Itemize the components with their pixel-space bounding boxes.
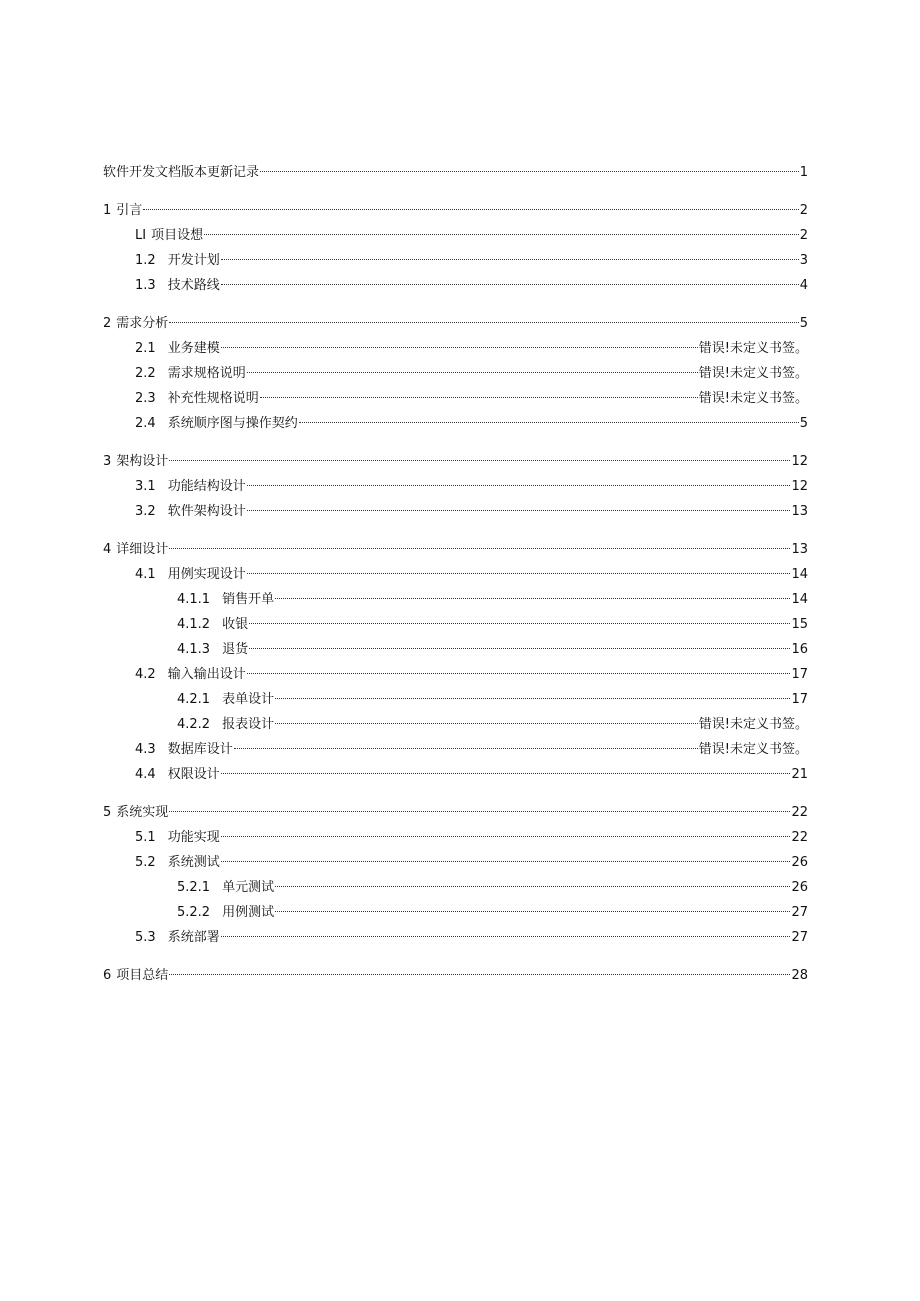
toc-entry-title: 系统部署 xyxy=(167,930,220,945)
toc-entry-number: 4.1.1 xyxy=(177,592,211,607)
dot-leader xyxy=(299,421,799,423)
toc-entry-page: 27 xyxy=(791,905,808,920)
dot-leader xyxy=(247,371,698,373)
toc-entry-title: 架构设计 xyxy=(116,454,169,469)
toc-entry-number: 1 xyxy=(103,203,112,218)
dot-leader xyxy=(275,885,790,887)
toc-entry-title: 功能实现 xyxy=(167,830,220,845)
toc-entry-title: 输入输出设计 xyxy=(167,667,246,682)
toc-entry-title: 系统顺序图与操作契约 xyxy=(167,416,298,431)
toc-entry-title: 表单设计 xyxy=(222,692,275,707)
toc-entry-title: 开发计划 xyxy=(167,253,220,268)
toc-entry-title: 系统实现 xyxy=(116,805,169,820)
toc-entry-number: 4.2.2 xyxy=(177,717,211,732)
toc-entry-1[interactable] xyxy=(103,198,808,223)
toc-entry-title: 项目总结 xyxy=(116,968,169,983)
toc-entry-page: 28 xyxy=(791,968,808,983)
toc-entry-page: 错误!未定义书签。 xyxy=(698,742,808,757)
toc-entry-4-1[interactable] xyxy=(103,562,808,587)
dot-leader xyxy=(143,208,798,210)
toc-entry-number: 4 xyxy=(103,542,112,557)
dot-leader xyxy=(249,622,790,624)
toc-entry-page: 12 xyxy=(791,454,808,469)
dot-leader xyxy=(169,459,790,461)
toc-entry-page: 22 xyxy=(791,830,808,845)
toc-entry-4-1-2[interactable] xyxy=(103,612,808,637)
toc-entry-title: 用例测试 xyxy=(222,905,275,920)
toc-entry-page: 17 xyxy=(791,667,808,682)
toc-entry-5-3[interactable] xyxy=(103,925,808,950)
toc-entry-page: 4 xyxy=(799,278,808,293)
dot-leader xyxy=(221,835,791,837)
toc-entry-page: 12 xyxy=(791,479,808,494)
toc-entry-number: 2.1 xyxy=(135,341,156,356)
dot-leader xyxy=(260,170,799,172)
dot-leader xyxy=(249,647,790,649)
toc-entry-number: 2.4 xyxy=(135,416,156,431)
toc-entry-number: 2 xyxy=(103,316,112,331)
toc-entry-page: 5 xyxy=(799,416,808,431)
toc-entry-4-2-2[interactable] xyxy=(103,712,808,737)
toc-entry-page: 错误!未定义书签。 xyxy=(698,717,808,732)
toc-entry-number: 2.3 xyxy=(135,391,156,406)
dot-leader xyxy=(260,396,698,398)
dot-leader xyxy=(247,484,791,486)
toc-entry-title: 系统测试 xyxy=(167,855,220,870)
toc-entry-title: 销售开单 xyxy=(222,592,275,607)
toc-entry-4[interactable] xyxy=(103,537,808,562)
toc-entry-1-3[interactable] xyxy=(103,273,808,298)
toc-entry-page: 16 xyxy=(791,642,808,657)
dot-leader xyxy=(169,973,790,975)
toc-entry-page: 2 xyxy=(799,203,808,218)
dot-leader xyxy=(204,233,799,235)
toc-entry-title: 权限设计 xyxy=(167,767,220,782)
toc-entry-title: 用例实现设计 xyxy=(167,567,246,582)
toc-entry-page: 14 xyxy=(791,567,808,582)
toc-entry-number: 5 xyxy=(103,805,112,820)
toc-entry-page: 13 xyxy=(791,504,808,519)
dot-leader xyxy=(275,597,790,599)
toc-entry-5-1[interactable] xyxy=(103,825,808,850)
toc-entry-title: 收银 xyxy=(222,617,249,632)
toc-entry-title: 报表设计 xyxy=(222,717,275,732)
toc-entry-revision-history[interactable] xyxy=(103,160,808,185)
toc-entry-3-2[interactable] xyxy=(103,499,808,524)
toc-entry-number: 1.3 xyxy=(135,278,156,293)
dot-leader xyxy=(275,910,790,912)
toc-entry-number: 6 xyxy=(103,968,112,983)
toc-entry-number: 5.2 xyxy=(135,855,156,870)
toc-entry-number: 1.2 xyxy=(135,253,156,268)
toc-entry-page: 26 xyxy=(791,880,808,895)
toc-entry-3[interactable] xyxy=(103,449,808,474)
toc-entry-number: 5.3 xyxy=(135,930,156,945)
toc-entry-page: 15 xyxy=(791,617,808,632)
toc-entry-page: 14 xyxy=(791,592,808,607)
dot-leader xyxy=(221,283,799,285)
toc-entry-2-1[interactable] xyxy=(103,336,808,361)
toc-entry-page: 17 xyxy=(791,692,808,707)
toc-entry-5-2-1[interactable] xyxy=(103,875,808,900)
toc-entry-4-1-1[interactable] xyxy=(103,587,808,612)
toc-entry-title: 补充性规格说明 xyxy=(167,391,259,406)
toc-entry-title: 退货 xyxy=(222,642,249,657)
toc-entry-2-4[interactable] xyxy=(103,411,808,436)
toc-entry-title: 需求分析 xyxy=(116,316,169,331)
toc-entry-2-3[interactable] xyxy=(103,386,808,411)
toc-entry-number: 4.3 xyxy=(135,742,156,757)
toc-entry-title: 功能结构设计 xyxy=(167,479,246,494)
toc-entry-5-2[interactable] xyxy=(103,850,808,875)
dot-leader xyxy=(221,860,791,862)
toc-entry-5[interactable] xyxy=(103,800,808,825)
toc-entry-number: 3.2 xyxy=(135,504,156,519)
toc-entry-title: 项目设想 xyxy=(151,228,204,243)
toc-entry-4-1-3[interactable] xyxy=(103,637,808,662)
dot-leader xyxy=(169,810,790,812)
toc-entry-title: 软件架构设计 xyxy=(167,504,246,519)
toc-entry-1-1[interactable] xyxy=(103,223,808,248)
dot-leader xyxy=(169,547,790,549)
dot-leader xyxy=(275,722,698,724)
toc-entry-title: 引言 xyxy=(116,203,143,218)
toc-entry-title: 技术路线 xyxy=(167,278,220,293)
toc-entry-number: 5.1 xyxy=(135,830,156,845)
toc-entry-number: 4.1.3 xyxy=(177,642,211,657)
toc-entry-page: 13 xyxy=(791,542,808,557)
toc-entry-page: 错误!未定义书签。 xyxy=(698,391,808,406)
toc-entry-number: LI xyxy=(135,228,147,243)
toc-entry-page: 22 xyxy=(791,805,808,820)
toc-entry-4-2[interactable] xyxy=(103,662,808,687)
toc-entry-page: 1 xyxy=(799,165,808,180)
toc-entry-number: 4.1 xyxy=(135,567,156,582)
toc-entry-title: 单元测试 xyxy=(222,880,275,895)
toc-entry-page: 26 xyxy=(791,855,808,870)
dot-leader xyxy=(247,672,791,674)
toc-entry-page: 3 xyxy=(799,253,808,268)
toc-entry-number: 4.2.1 xyxy=(177,692,211,707)
toc-entry-page: 21 xyxy=(791,767,808,782)
table-of-contents xyxy=(103,160,808,988)
toc-entry-title: 需求规格说明 xyxy=(167,366,246,381)
toc-entry-number: 3 xyxy=(103,454,112,469)
toc-entry-2[interactable] xyxy=(103,311,808,336)
toc-entry-4-3[interactable] xyxy=(103,737,808,762)
dot-leader xyxy=(275,697,790,699)
toc-entry-2-2[interactable] xyxy=(103,361,808,386)
dot-leader xyxy=(221,346,698,348)
toc-entry-page: 2 xyxy=(799,228,808,243)
toc-entry-1-2[interactable] xyxy=(103,248,808,273)
toc-entry-title: 软件开发文档版本更新记录 xyxy=(103,165,260,180)
toc-entry-number: 3.1 xyxy=(135,479,156,494)
toc-entry-title: 数据库设计 xyxy=(167,742,233,757)
dot-leader xyxy=(247,572,791,574)
toc-entry-5-2-2[interactable] xyxy=(103,900,808,925)
toc-entry-page: 错误!未定义书签。 xyxy=(698,366,808,381)
toc-entry-number: 4.4 xyxy=(135,767,156,782)
dot-leader xyxy=(221,772,791,774)
dot-leader xyxy=(169,321,798,323)
toc-entry-3-1[interactable] xyxy=(103,474,808,499)
toc-entry-number: 4.1.2 xyxy=(177,617,211,632)
dot-leader xyxy=(247,509,791,511)
toc-entry-page: 27 xyxy=(791,930,808,945)
dot-leader xyxy=(234,747,698,749)
toc-entry-4-4[interactable] xyxy=(103,762,808,787)
toc-entry-title: 业务建模 xyxy=(167,341,220,356)
toc-entry-6[interactable] xyxy=(103,963,808,988)
dot-leader xyxy=(221,258,799,260)
toc-entry-title: 详细设计 xyxy=(116,542,169,557)
dot-leader xyxy=(221,935,791,937)
toc-entry-number: 2.2 xyxy=(135,366,156,381)
toc-entry-number: 5.2.2 xyxy=(177,905,211,920)
toc-entry-4-2-1[interactable] xyxy=(103,687,808,712)
toc-entry-number: 4.2 xyxy=(135,667,156,682)
toc-entry-page: 错误!未定义书签。 xyxy=(698,341,808,356)
toc-entry-number: 5.2.1 xyxy=(177,880,211,895)
toc-entry-page: 5 xyxy=(799,316,808,331)
